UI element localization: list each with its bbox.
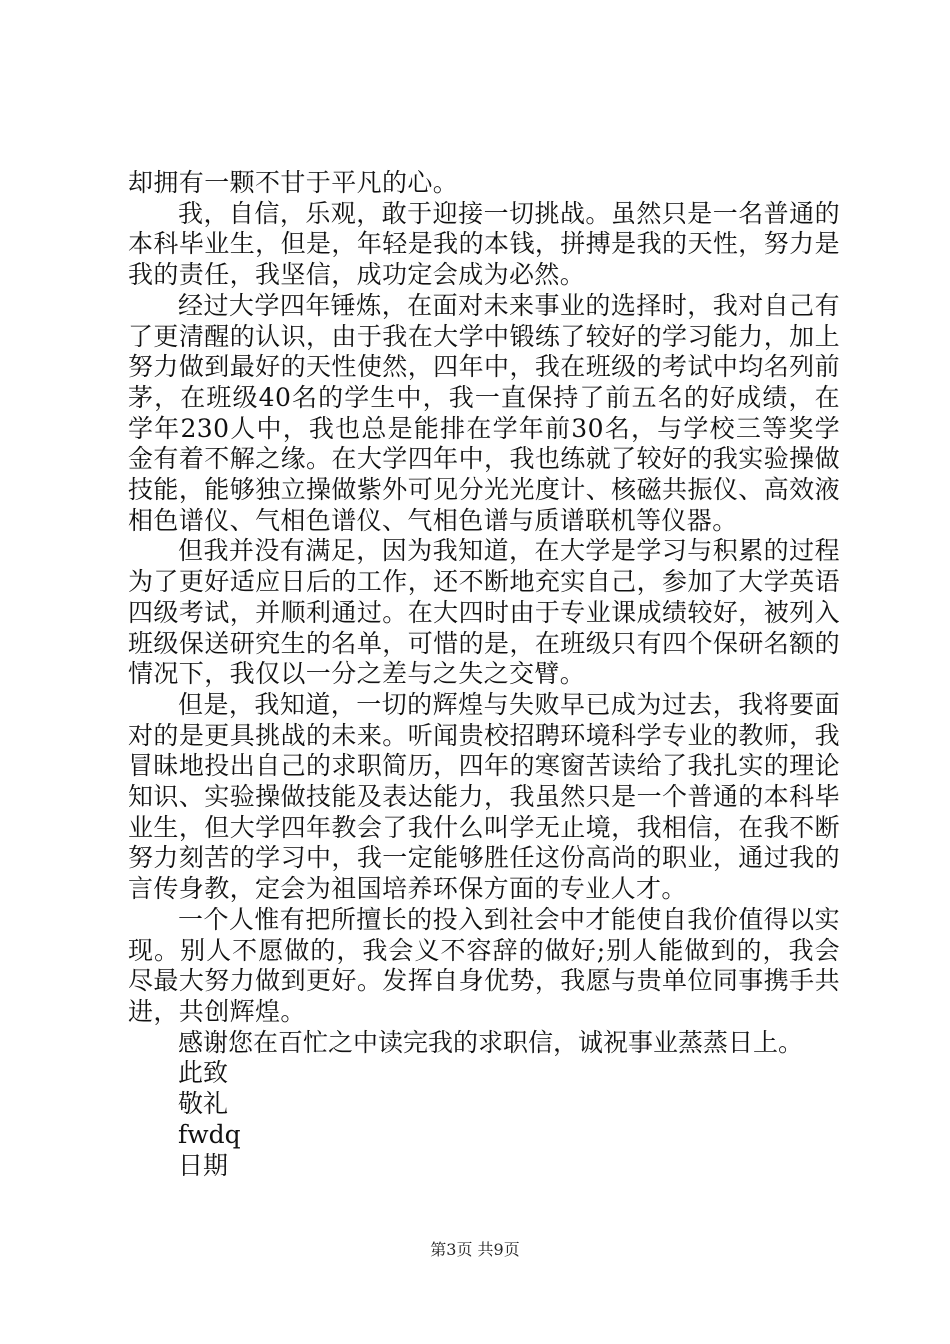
- paragraph-2: 我，自信，乐观，敢于迎接一切挑战。虽然只是一名普通的本科毕业生，但是，年轻是我的本钱，拼搏是我的天性，努力是我的责任，我坚信，成功定会成为必然。: [128, 198, 840, 290]
- letter-body: [128, 168, 840, 1181]
- signature: fwdq: [178, 1119, 241, 1149]
- paragraph-3: 经过大学四年锤炼，在面对未来事业的选择时，我对自己有了更清醒的认识，由于我在大学中锻练了较好的学习能力，加上努力做到最好的天性使然，四年中，我在班级的考试中均名列前茅，在班级40名的学生中，我一直保持了前五名的好成绩，在学年230人中，我也总是能排在学年前30名，与学校三等奖学金有着不解之缘。在大学四年中，我也练就了较好的我实验操做技能，能够独立操做紫外可见分光光度计、核磁共振仪、高效液相色谱仪、气相色谱仪、气相色谱与质谱联机等仪器。: [128, 290, 840, 535]
- paragraph-4: 但我并没有满足，因为我知道，在大学是学习与积累的过程为了更好适应日后的工作，还不断地充实自己，参加了大学英语四级考试，并顺利通过。在大四时由于专业课成绩较好，被列入班级保送研究生的名单，可惜的是，在班级只有四个保研名额的情况下，我仅以一分之差与之失之交臂。: [128, 536, 840, 689]
- closing-salutation: 此致: [178, 1058, 229, 1088]
- date-label: 日期: [178, 1150, 229, 1180]
- closing-thanks: 感谢您在百忙之中读完我的求职信，诚祝事业蒸蒸日上。: [178, 1027, 804, 1057]
- paragraph-1: 却拥有一颗不甘于平凡的心。: [128, 168, 459, 197]
- page-number-footer: 第3页 共9页: [430, 1240, 520, 1259]
- paragraph-5: 但是，我知道，一切的辉煌与失败早已成为过去，我将要面对的是更具挑战的未来。听闻贵校招聘环境科学专业的教师，我冒昧地投出自己的求职简历，四年的寒窗苦读给了我扎实的理论知识、实验操做技能及表达能力，我虽然只是一个普通的本科毕业生，但大学四年教会了我什么叫学无止境，我相信，在我不断努力刻苦的学习中，我一定能够胜任这份高尚的职业，通过我的言传身教，定会为祖国培养环保方面的专业人才。: [128, 689, 840, 904]
- paragraph-6: 一个人惟有把所擅长的投入到社会中才能使自我价值得以实现。别人不愿做的，我会义不容辞的做好;别人能做到的，我会尽最大努力做到更好。发挥自身优势，我愿与贵单位同事携手共进，共创辉煌。: [128, 904, 840, 1026]
- closing-regards: 敬礼: [178, 1089, 229, 1119]
